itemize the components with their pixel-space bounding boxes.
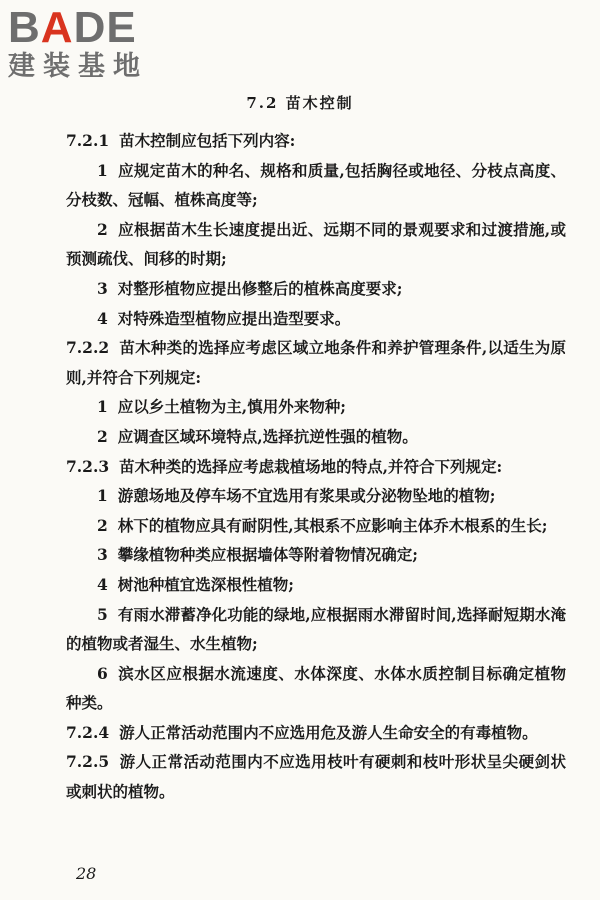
clause-item: 2 应根据苗木生长速度提出近、远期不同的景观要求和过渡措施,或预测疏伐、间移的时期; bbox=[66, 219, 566, 269]
clause-item: 3 对整形植物应提出修整后的植株高度要求; bbox=[97, 278, 403, 298]
clause-item: 4 树池种植宜选深根性植物; bbox=[97, 574, 295, 594]
clause-7-2-5: 7.2.5 游人正常活动范围内不应选用枝叶有硬刺和枝叶形状呈尖硬剑状或刺状的植物。 bbox=[66, 752, 566, 802]
clause-item: 5 有雨水滞蓄净化功能的绿地,应根据雨水滞留时间,选择耐短期水淹的植物或者湿生、水生植物; bbox=[66, 604, 566, 654]
clause-item: 3 攀缘植物种类应根据墙体等附着物情况确定; bbox=[97, 545, 419, 565]
clause-item: 1 游憩场地及停车场不宜选用有浆果或分泌物坠地的植物; bbox=[97, 486, 496, 506]
clause-item: 1 应以乡土植物为主,慎用外来物种; bbox=[97, 397, 346, 417]
section-title: 7.2 苗木控制 bbox=[246, 94, 354, 112]
logo-subtitle: 建装基地 bbox=[8, 51, 148, 82]
clause-7-2-4: 7.2.4 游人正常活动范围内不应选用危及游人生命安全的有毒植物。 bbox=[66, 722, 538, 742]
clause-item: 4 对特殊造型植物应提出造型要求。 bbox=[97, 308, 351, 328]
clause-item: 6 滨水区应根据水流速度、水体深度、水体水质控制目标确定植物种类。 bbox=[66, 663, 566, 713]
clause-7-2-2: 7.2.2 苗木种类的选择应考虑区域立地条件和养护管理条件,以适生为原则,并符合下列规定: bbox=[66, 338, 566, 387]
bade-logo bbox=[8, 3, 148, 82]
clause-7-2-3: 7.2.3 苗木种类的选择应考虑栽植场地的特点,并符合下列规定: bbox=[66, 456, 503, 476]
page-number: 28 bbox=[76, 864, 97, 883]
logo-mark: BADE bbox=[8, 3, 137, 52]
clause-7-2-1: 7.2.1 苗木控制应包括下列内容: bbox=[66, 131, 296, 150]
clause-item: 1 应规定苗木的种名、规格和质量,包括胸径或地径、分枝点高度、分枝数、冠幅、植株高度等; bbox=[66, 160, 566, 210]
clause-item: 2 林下的植物应具有耐阴性,其根系不应影响主体乔木根系的生长; bbox=[97, 515, 548, 535]
document-body bbox=[66, 126, 566, 807]
clause-item: 2 应调查区域环境特点,选择抗逆性强的植物。 bbox=[97, 426, 418, 446]
